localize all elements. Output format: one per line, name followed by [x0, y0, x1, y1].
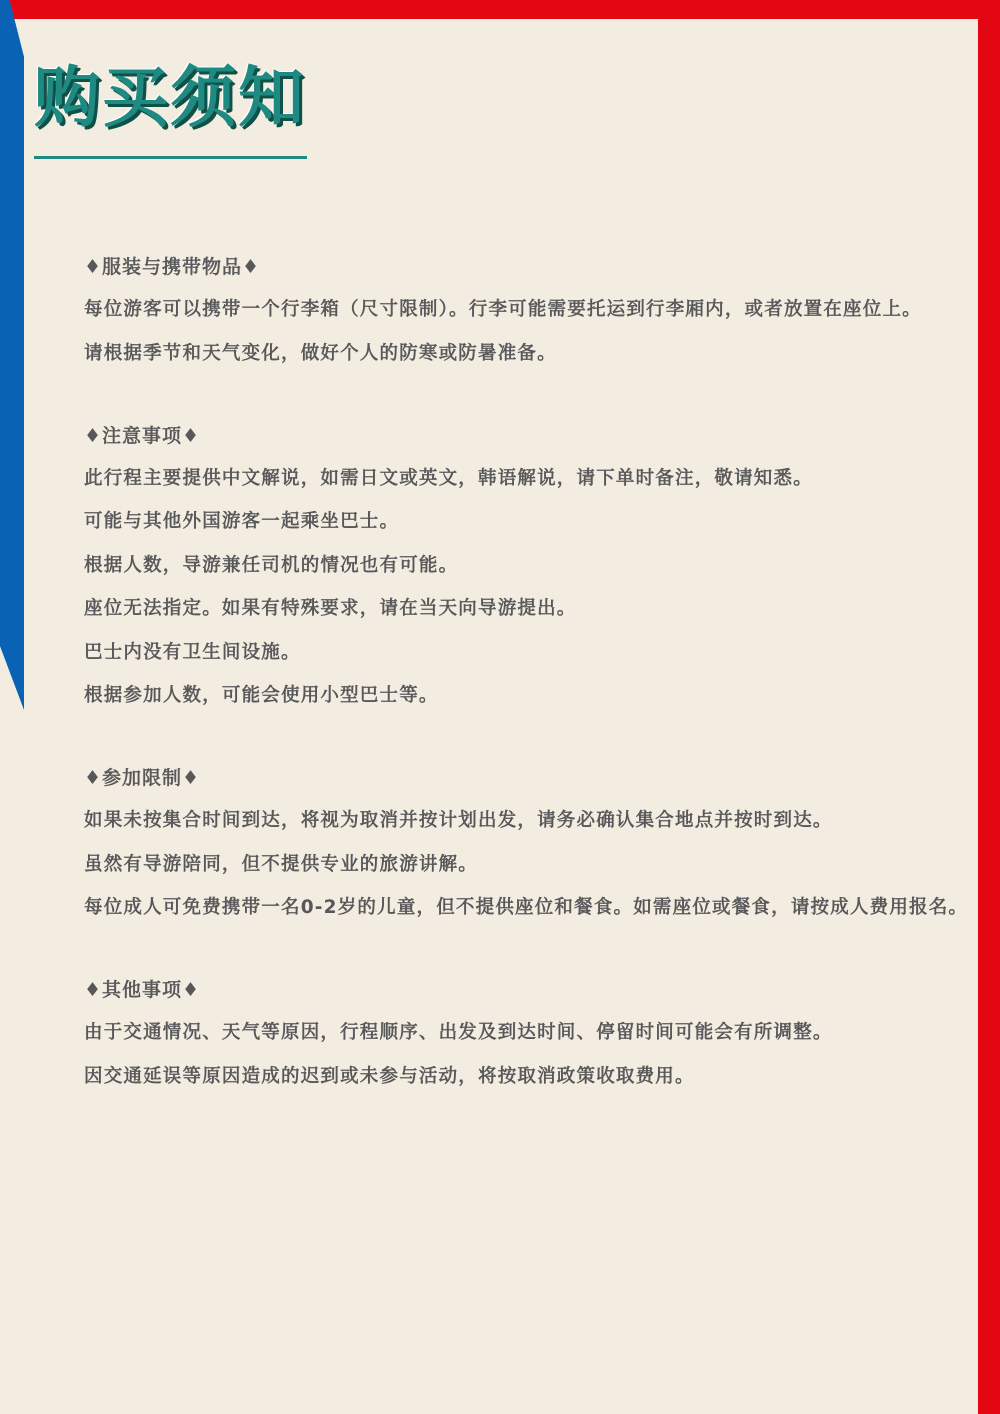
section-notes: [84, 417, 964, 716]
section-line: 由于交通情况、天气等原因，行程顺序、出发及到达时间、停留时间可能会有所调整。: [84, 1022, 833, 1043]
section-line: 每位成人可免费携带一名0-2岁的儿童，但不提供座位和餐食。如需座位或餐食，请按成人费用报名。: [84, 897, 969, 918]
title-block: [34, 52, 306, 144]
top-border: [0, 0, 1000, 19]
section-heading: ♦其他事项♦: [84, 979, 201, 1001]
section-other: [84, 971, 964, 1096]
section-line: 每位游客可以携带一个行李箱（尺寸限制）。行李可能需要托运到行李厢内，或者放置在座位上。: [84, 299, 922, 320]
section-line: 此行程主要提供中文解说，如需日文或英文，韩语解说，请下单时备注，敬请知悉。: [84, 467, 813, 489]
section-line: 因交通延误等原因造成的迟到或未参与活动，将按取消政策收取费用。: [84, 1065, 695, 1087]
section-line: 巴士内没有卫生间设施。: [84, 641, 301, 663]
section-heading: ♦注意事项♦: [84, 424, 201, 447]
section-line: 座位无法指定。如果有特殊要求，请在当天向导游提出。: [84, 598, 577, 619]
section-line: 根据人数，导游兼任司机的情况也有可能。: [84, 554, 459, 576]
section-heading: ♦服装与携带物品♦: [84, 256, 261, 278]
section-line: 请根据季节和天气变化，做好个人的防寒或防暑准备。: [84, 342, 557, 364]
notice-content: [84, 248, 969, 1140]
right-border: [978, 0, 1000, 1414]
section-line: 虽然有导游陪同，但不提供专业的旅游讲解。: [84, 853, 479, 875]
section-restrictions: [84, 759, 969, 927]
title-underline: [34, 156, 307, 159]
page-title: 购买须知: [34, 59, 306, 136]
section-line: 如果未按集合时间到达，将视为取消并按计划出发，请务必确认集合地点并按时到达。: [84, 810, 833, 831]
section-clothing: [84, 248, 964, 373]
section-heading: ♦参加限制♦: [84, 767, 201, 789]
left-blue-stripe: [0, 0, 24, 710]
section-line: 根据参加人数，可能会使用小型巴士等。: [84, 685, 439, 706]
section-line: 可能与其他外国游客一起乘坐巴士。: [84, 511, 400, 532]
